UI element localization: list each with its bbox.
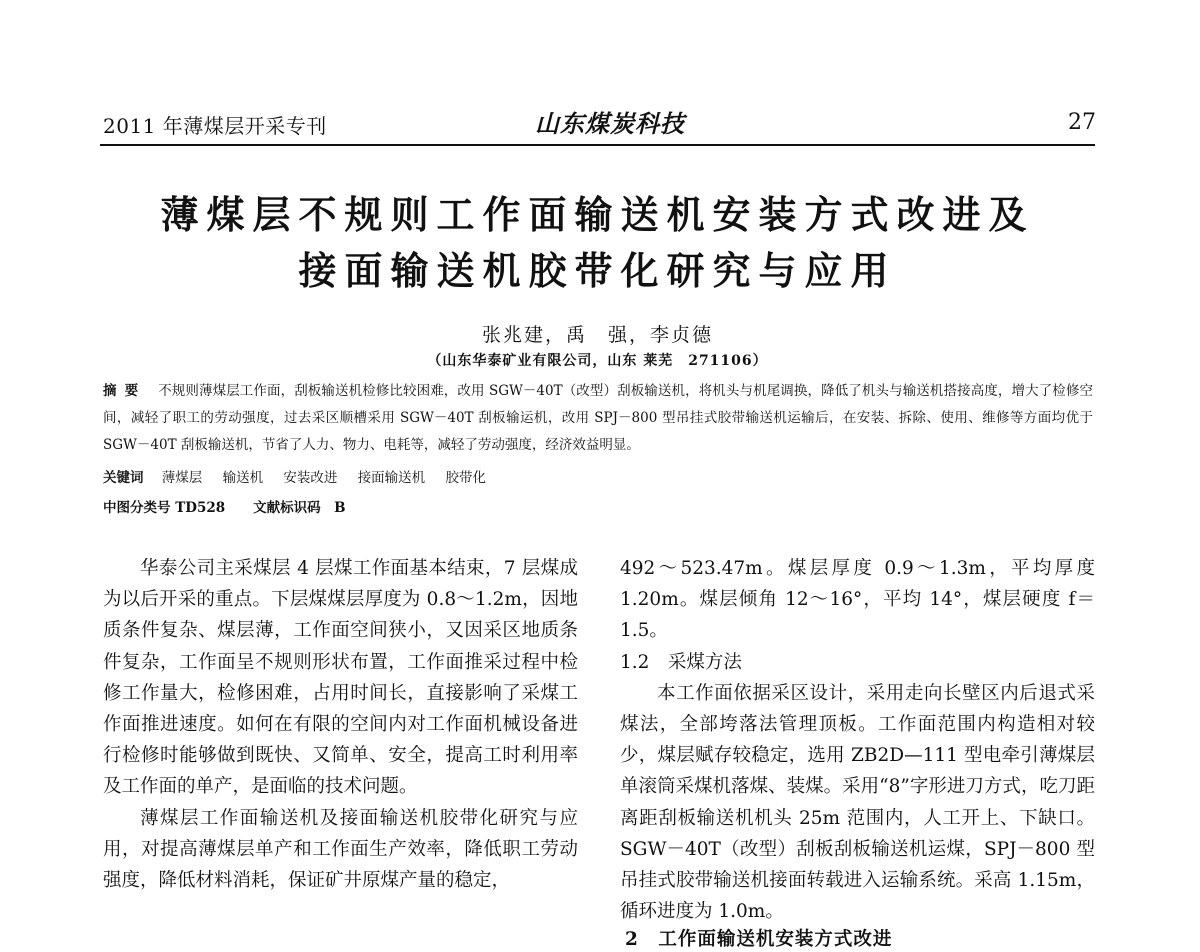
body-paragraph: 492～523.47m。煤层厚度 0.9～1.3m，平均厚度 1.20m。煤层倾角 12～16°，平均 14°，煤层硬度 f＝1.5。 — [620, 558, 1095, 642]
paper-title-line-2: 接面输送机胶带化研究与应用 — [298, 248, 897, 293]
section-heading-1-2: 1.2 采煤方法 — [620, 651, 742, 673]
page-number: 27 — [1068, 110, 1096, 135]
affiliation: （山东华泰矿业有限公司，山东 莱芜 271106） — [427, 353, 768, 369]
paper-title-line-1: 薄煤层不规则工作面输送机安装方式改进及 — [160, 192, 1035, 237]
right-column — [620, 553, 1095, 927]
body-paragraph: 华泰公司主采煤层 4 层煤工作面基本结束，7 层煤成为以后开采的重点。下层煤煤层厚度为 0.8～1.2m，因地质条件复杂、煤层薄，工作面空间狭小，又因采区地质条件复杂，工作面呈不规则形状布置，工作面推采过程中检修工作量大，检修困难，占用时间长，直接影响了采煤工作面推进速度。如何在有限的空间内对工作面机械设备进行检修时能够做到既快、又简单、安全，提高工时利用率及工作面的单产，是面临的技术问题。 — [103, 558, 578, 798]
body-paragraph: 本工作面依据采区设计，采用走向长壁区内后退式采煤法，全部垮落法管理顶板。工作面范围内构造相对较少，煤层赋存较稳定，选用 ZB2D—111 型电牵引薄煤层单滚筒采煤机落煤、装煤。采用“8”字形进刀方式，吃刀距离距刮板输送机机头 25m 范围内，人工开上、下缺口。SGW－40T（改型）刮板刮板输送机运煤，SPJ－800 型吊挂式胶带输送机接面转载进入运输系统。采高 1.15m，循环进度为 1.0m。 — [620, 682, 1095, 923]
section-heading-2: 2 工作面输送机安装方式改进 — [625, 929, 893, 950]
clc-number: 中图分类号 TD528 — [103, 500, 226, 516]
keyword-item: 接面输送机 — [357, 470, 426, 486]
abstract — [103, 378, 1093, 459]
keywords — [103, 466, 502, 486]
keywords-label: 关键词 — [103, 470, 144, 486]
classification — [103, 496, 346, 516]
header-rule — [100, 144, 1095, 146]
keyword-item: 安装改进 — [283, 470, 338, 486]
keyword-item: 输送机 — [222, 470, 264, 486]
document-code: 文献标识码 B — [253, 500, 346, 516]
left-column — [103, 553, 578, 896]
keyword-item: 胶带化 — [445, 470, 486, 486]
authors: 张兆建，禹 强，李贞德 — [481, 324, 713, 346]
journal-logo: 山东煤炭科技 — [535, 109, 685, 138]
abstract-text: 不规则薄煤层工作面，刮板输送机检修比较困难，改用 SGW－40T（改型）刮板输送机，将机头与机尾调换，降低了机头与输送机搭接高度，增大了检修空间，减轻了职工的劳动强度，过去采区顺槽采用 SGW－40T 刮板输运机，改用 SPJ－800 型吊挂式胶带输送机运输后，在安装、拆除、使用、维修等方面均优于 SGW－40T 刮板输送机，节省了人力、物力、电耗等，减轻了劳动强度，经济效益明显。 — [103, 383, 1093, 453]
journal-issue: 2011 年薄煤层开采专刊 — [103, 114, 327, 138]
keyword-item: 薄煤层 — [161, 470, 203, 486]
body-paragraph: 薄煤层工作面输送机及接面输送机胶带化研究与应用，对提高薄煤层单产和工作面生产效率，降低职工劳动强度，降低材料消耗，保证矿井原煤产量的稳定， — [103, 807, 578, 892]
abstract-label: 摘要 — [103, 383, 147, 399]
